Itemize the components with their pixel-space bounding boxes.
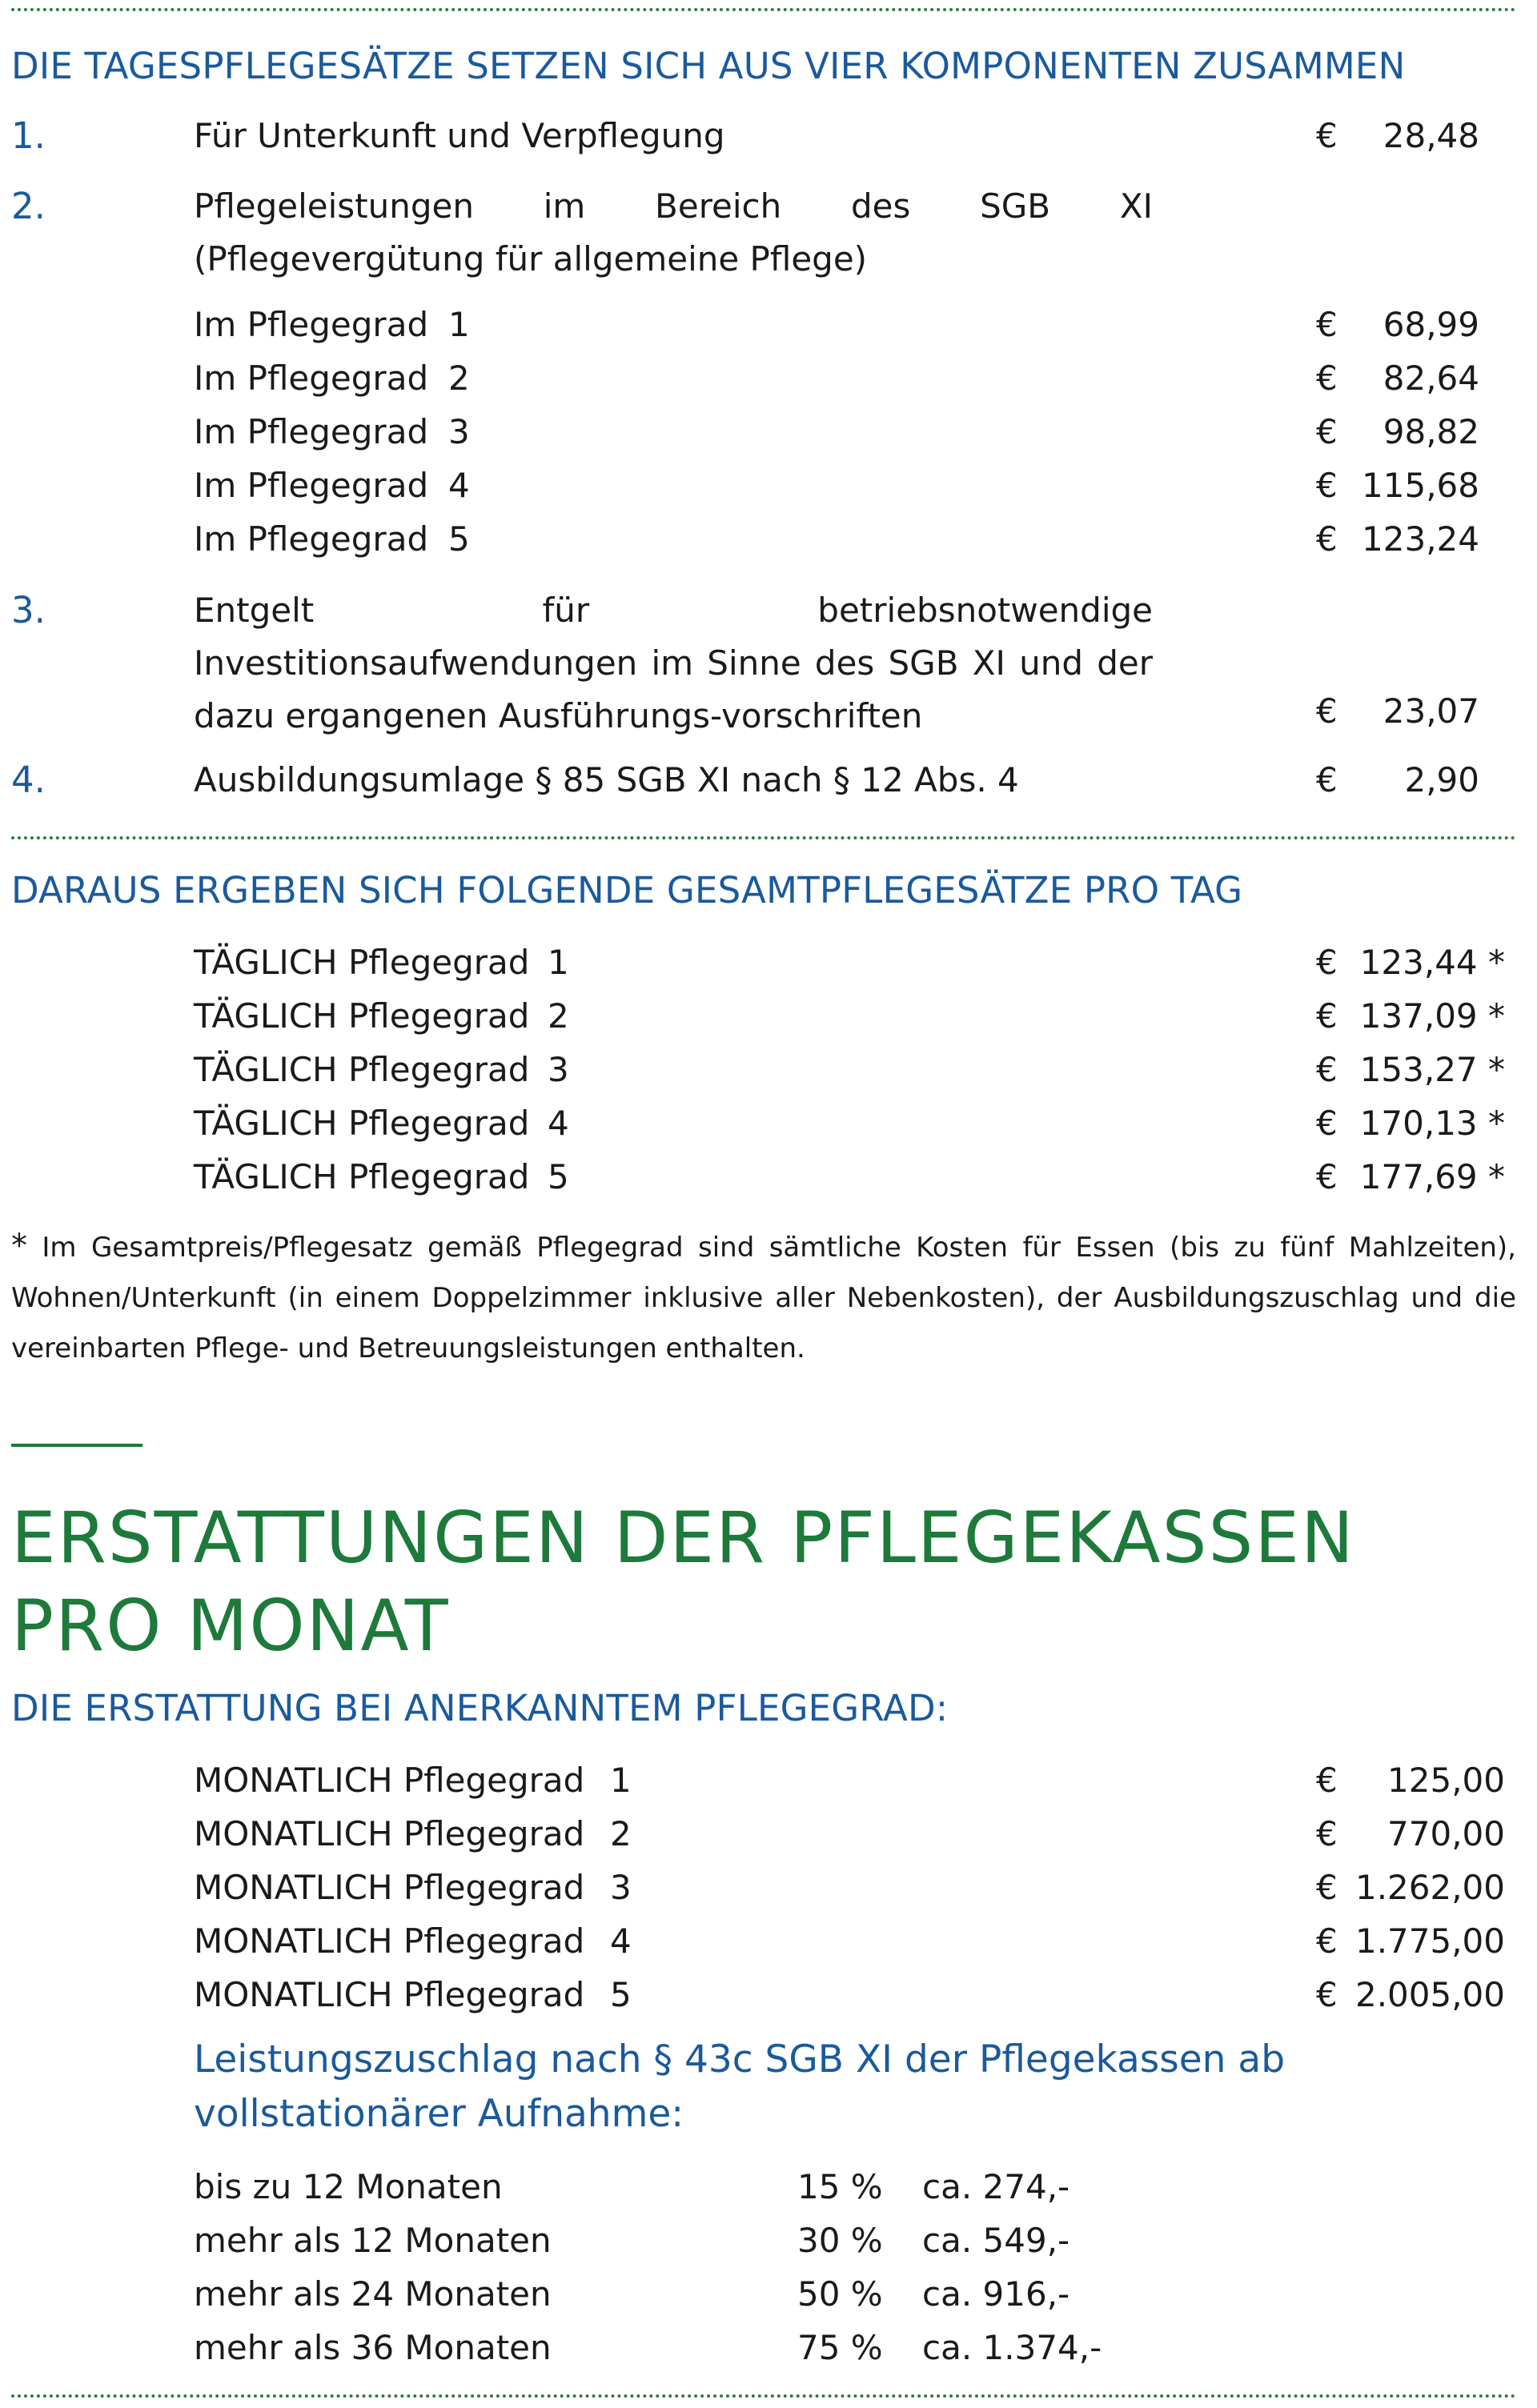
supplement-amount: ca. 916,- [922, 2274, 1070, 2314]
supplement-percent: 30 % [797, 2221, 883, 2260]
grade-level: 1 [448, 305, 470, 344]
currency-symbol: € [1316, 996, 1338, 1036]
grade-row [0, 352, 1537, 405]
amount-value: 177,69 * [1359, 1157, 1505, 1196]
grade-level: 3 [610, 1868, 632, 1907]
currency-symbol: € [1316, 1157, 1338, 1196]
currency-symbol: € [1316, 1921, 1338, 1961]
grade-level: 2 [548, 996, 569, 1036]
grade-level: 5 [610, 1975, 632, 2014]
supplement-row [0, 2161, 1537, 2214]
rate-label: TÄGLICH Pflegegrad [194, 1104, 530, 1143]
currency-symbol: € [1316, 359, 1338, 398]
amount-value: 98,82 [1382, 412, 1479, 451]
amount-value: 2.005,00 [1354, 1975, 1505, 2014]
amount-value: 68,99 [1382, 305, 1479, 344]
grade-row [0, 459, 1537, 512]
rate-label: TÄGLICH Pflegegrad [194, 1050, 530, 1089]
supplement-amount: ca. 1.374,- [922, 2328, 1102, 2367]
grade-row [0, 406, 1537, 459]
rate-label: TÄGLICH Pflegegrad [194, 943, 530, 982]
item-number: 4. [11, 759, 46, 801]
grade-label: Im Pflegegrad [194, 519, 429, 559]
grade-level: 5 [548, 1157, 569, 1196]
item-label: Ausbildungsumlage § 85 SGB XI nach § 12 Abs. 4 [194, 760, 1019, 799]
refund-title-line-1: ERSTATTUNGEN DER PFLEGEKASSEN [11, 1496, 1355, 1579]
refund-subheading: DIE ERSTATTUNG BEI ANERKANNTEM PFLEGEGRAD: [11, 1687, 949, 1729]
currency-symbol: € [1316, 412, 1338, 451]
supplement-percent: 50 % [797, 2274, 883, 2314]
item-number: 2. [11, 185, 46, 227]
dotted-divider [11, 8, 1516, 11]
dotted-divider [11, 2394, 1516, 2398]
components-heading: DIE TAGESPFLEGESÄTZE SETZEN SICH AUS VIER KOMPONENTEN ZUSAMMEN [11, 45, 1406, 87]
supplement-duration: mehr als 36 Monaten [194, 2328, 552, 2367]
grade-label: Im Pflegegrad [194, 466, 429, 505]
currency-symbol: € [1316, 1761, 1338, 1800]
grade-label: Im Pflegegrad [194, 305, 429, 344]
currency-symbol: € [1316, 943, 1338, 982]
item-number: 1. [11, 114, 46, 157]
currency-symbol: € [1316, 519, 1338, 559]
currency-symbol: € [1316, 305, 1338, 344]
currency-symbol: € [1316, 1050, 1338, 1089]
monthly-refund-row [0, 1861, 1537, 1914]
daily-rate-row [0, 1097, 1537, 1150]
footnote-text: Im Gesamtpreis/Pflegesatz gemäß Pflegegrad sind sämtliche Kosten für Essen (bis zu fünf Mahlzeiten), Wohnen/Unterkunft (in einem Doppelzimmer inklusive aller Nebenkosten), der Ausbildungszuschlag und die vereinbarten Pflege- und Betreuungsleistungen enthalten. [11, 1232, 1516, 1364]
grade-label: Im Pflegegrad [194, 412, 429, 451]
component-row-4 [0, 754, 1537, 807]
amount-value: 137,09 * [1359, 996, 1505, 1036]
grade-level: 4 [548, 1104, 569, 1143]
daily-rate-row [0, 1044, 1537, 1096]
grade-label: Im Pflegegrad [194, 359, 429, 398]
supplement-amount: ca. 274,- [922, 2167, 1070, 2206]
currency-symbol: € [1316, 116, 1338, 155]
supplement-heading-line-2: vollstationärer Aufnahme: [194, 2092, 684, 2136]
grade-level: 5 [448, 519, 470, 559]
amount-value: 115,68 [1362, 466, 1479, 505]
rate-label: TÄGLICH Pflegegrad [194, 1157, 530, 1196]
amount-value: 123,44 * [1359, 943, 1505, 982]
refund-label: MONATLICH Pflegegrad [194, 1868, 585, 1907]
refund-title-line-2: PRO MONAT [11, 1585, 450, 1667]
currency-symbol: € [1316, 1814, 1338, 1853]
amount-value: 123,24 [1362, 519, 1479, 559]
currency-symbol: € [1316, 1975, 1338, 2014]
currency-symbol: € [1316, 760, 1338, 799]
currency-symbol: € [1316, 1104, 1338, 1143]
footnote [11, 1221, 1516, 1374]
amount-value: 1.775,00 [1354, 1921, 1505, 1961]
grade-level: 1 [548, 943, 569, 982]
grade-row [0, 513, 1537, 566]
monthly-refund-row [0, 1808, 1537, 1861]
amount-value: 82,64 [1382, 359, 1479, 398]
supplement-duration: bis zu 12 Monaten [194, 2167, 503, 2206]
supplement-row [0, 2322, 1537, 2374]
monthly-refund-row [0, 1915, 1537, 1968]
supplement-amount: ca. 549,- [922, 2221, 1070, 2260]
currency-symbol: € [1316, 1868, 1338, 1907]
supplement-duration: mehr als 12 Monaten [194, 2221, 552, 2260]
component-row-3-amount [0, 685, 1537, 738]
item-label: Entgelt für betriebsnotwendige Investitionsaufwendungen im Sinne des SGB XI und der dazu ergangenen Ausführungs-vorschriften [194, 591, 1153, 735]
refund-label: MONATLICH Pflegegrad [194, 1814, 585, 1853]
amount-value: 28,48 [1382, 116, 1479, 155]
grade-level: 3 [548, 1050, 569, 1089]
grade-level: 1 [610, 1761, 632, 1800]
item-label: Pflegeleistungen im Bereich des SGB XI (Pflegevergütung für allgemeine Pflege) [194, 186, 1153, 278]
daily-rate-row [0, 936, 1537, 989]
amount-value: 23,07 [1382, 691, 1479, 731]
currency-symbol: € [1316, 466, 1338, 505]
supplement-row [0, 2268, 1537, 2321]
monthly-refund-row [0, 1754, 1537, 1807]
refund-label: MONATLICH Pflegegrad [194, 1975, 585, 2014]
footnote-marker: * [11, 1228, 27, 1264]
currency-symbol: € [1316, 691, 1338, 731]
amount-value: 125,00 [1387, 1761, 1505, 1800]
grade-level: 2 [448, 359, 470, 398]
rate-label: TÄGLICH Pflegegrad [194, 996, 530, 1036]
supplement-row [0, 2214, 1537, 2267]
grade-row [0, 298, 1537, 351]
supplement-heading-line-1: Leistungszuschlag nach § 43c SGB XI der Pflegekassen ab [194, 2037, 1286, 2081]
daily-rate-row [0, 990, 1537, 1043]
grade-level: 4 [610, 1921, 632, 1961]
grade-level: 3 [448, 412, 470, 451]
grade-level: 2 [610, 1814, 632, 1853]
item-label: Für Unterkunft und Verpflegung [194, 116, 725, 155]
supplement-duration: mehr als 24 Monaten [194, 2274, 552, 2314]
amount-value: 153,27 * [1359, 1050, 1505, 1089]
item-number: 3. [11, 589, 46, 631]
amount-value: 770,00 [1387, 1814, 1505, 1853]
refund-label: MONATLICH Pflegegrad [194, 1761, 585, 1800]
green-accent-rule [11, 1444, 142, 1447]
daily-rates-heading: DARAUS ERGEBEN SICH FOLGENDE GESAMTPFLEGESÄTZE PRO TAG [11, 869, 1243, 912]
component-row-1 [0, 110, 1537, 162]
supplement-percent: 15 % [797, 2167, 883, 2206]
refund-label: MONATLICH Pflegegrad [194, 1921, 585, 1961]
amount-value: 1.262,00 [1354, 1868, 1505, 1907]
amount-value: 2,90 [1404, 760, 1479, 799]
amount-value: 170,13 * [1359, 1104, 1505, 1143]
grade-level: 4 [448, 466, 470, 505]
dotted-divider [11, 836, 1516, 839]
supplement-percent: 75 % [797, 2328, 883, 2367]
daily-rate-row [0, 1151, 1537, 1204]
monthly-refund-row [0, 1969, 1537, 2021]
